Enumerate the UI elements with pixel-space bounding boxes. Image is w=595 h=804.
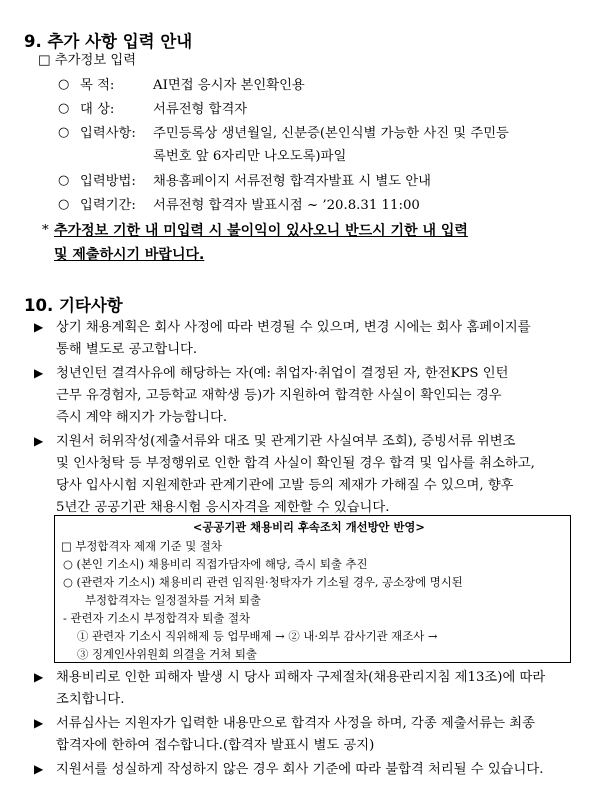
bullet2-line3: 즉시 계약 해지가 가능합니다.	[56, 410, 228, 425]
bullet-arrow: ▶	[34, 762, 44, 776]
box-item2a: ○ (관련자 기소시) 채용비리 관련 임직원·청탁자가 기소될 경우, 공소장에 명시된	[63, 575, 463, 589]
section9-title: 9. 추가 사항 입력 안내	[24, 32, 193, 51]
warning-star: *	[42, 223, 49, 238]
item-value-input: 주민등록상 생년월일, 신분증(본인식별 가능한 사진 및 주민등	[153, 126, 509, 141]
item-label-method: 입력방법:	[80, 174, 136, 189]
warning-line1: 추가정보 기한 내 미입력 시 불이익이 있사오니 반드시 기한 내 입력	[54, 223, 468, 239]
bullet1-line2: 통해 별도로 공고합니다.	[56, 342, 198, 357]
notice-box	[54, 515, 571, 663]
bullet4-line2: 조치합니다.	[56, 692, 125, 707]
item-label-input: 입력사항:	[80, 126, 136, 141]
item-label-period: 입력기간:	[80, 198, 136, 213]
box-item1: ○ (본인 기소시) 채용비리 직접가담자에 해당, 즉시 퇴출 추진	[63, 557, 368, 571]
circle-bullet: ○	[58, 173, 70, 188]
item-value-purpose: AI면접 응시자 본인확인용	[153, 78, 305, 93]
item-value-period: 서류전형 합격자 발표시점 ~ ’20.8.31 11:00	[153, 198, 420, 213]
bullet3-line2: 및 인사청탁 등 부정행위로 인한 합격 사실이 확인될 경우 합격 및 입사를 취소하고,	[56, 456, 535, 471]
bullet-arrow: ▶	[34, 670, 44, 684]
bullet6-line1: 지원서를 성실하게 작성하지 않은 경우 회사 기준에 따라 불합격 처리될 수 있습니다.	[56, 762, 544, 777]
circle-bullet: ○	[58, 77, 70, 92]
circle-bullet: ○	[58, 197, 70, 212]
box-step2: ③ 징계인사위원회 의결을 거쳐 퇴출	[77, 647, 257, 661]
bullet-arrow: ▶	[34, 366, 44, 380]
bullet5-line2: 합격자에 한하여 접수합니다.(합격자 발표시 별도 공지)	[56, 738, 375, 753]
bullet3-line3: 당사 입사시험 지원제한과 관계기관에 고발 등의 제재가 가해질 수 있으며, 향후	[56, 478, 514, 493]
bullet5-line1: 서류심사는 지원자가 입력한 내용만으로 합격자 사정을 하며, 각종 제출서류는 최종	[56, 716, 535, 731]
bullet-arrow: ▶	[34, 434, 44, 448]
box-step1: ① 관련자 기소시 직위해제 등 업무배제 → ② 내·외부 감사기관 재조사 →	[77, 629, 438, 643]
section10-title: 10. 기타사항	[24, 296, 123, 315]
bullet2-line1: 청년인턴 결격사유에 해당하는 자(예: 취업자·취업이 결정된 자, 한전KPS 인턴	[56, 366, 509, 381]
warning-line2: 및 제출하시기 바랍니다.	[54, 247, 205, 263]
item-label-purpose: 목 적:	[80, 78, 115, 93]
box-item2b: 부정합격자는 일정절차를 거쳐 퇴출	[85, 593, 261, 607]
section9-sub-label: □ 추가정보 입력	[38, 53, 137, 68]
bullet3-line1: 지원서 허위작성(제출서류와 대조 및 관계기관 사실여부 조회), 증빙서류 위변조	[56, 434, 516, 449]
bullet-arrow: ▶	[34, 320, 44, 334]
item-label-target: 대 상:	[80, 102, 115, 117]
bullet-arrow: ▶	[34, 716, 44, 730]
circle-bullet: ○	[58, 101, 70, 116]
item-value-input-cont: 록번호 앞 6자리만 나오도록)파일	[153, 149, 347, 164]
circle-bullet: ○	[58, 125, 70, 140]
box-sub: □ 부정합격자 제재 기준 및 절차	[61, 539, 222, 553]
bullet2-line2: 근무 유경험자, 고등학교 재학생 등)가 지원하여 합격한 사실이 확인되는 경우	[56, 388, 502, 403]
bullet3-line4: 5년간 공공기관 채용시험 응시자격을 제한할 수 있습니다.	[56, 500, 390, 515]
item-value-method: 채용홈페이지 서류전형 합격자발표 시 별도 안내	[153, 174, 432, 189]
box-dash: - 관련자 기소시 부정합격자 퇴출 절차	[63, 611, 251, 625]
box-title: <공공기관 채용비리 후속조치 개선방안 반영>	[192, 520, 425, 534]
bullet4-line1: 채용비리로 인한 피해자 발생 시 당사 피해자 구제절차(채용관리지침 제13조)에 따라	[56, 670, 546, 685]
item-value-target: 서류전형 합격자	[153, 102, 248, 117]
bullet1-line1: 상기 채용계획은 회사 사정에 따라 변경될 수 있으며, 변경 시에는 회사 홈페이지를	[56, 320, 531, 335]
